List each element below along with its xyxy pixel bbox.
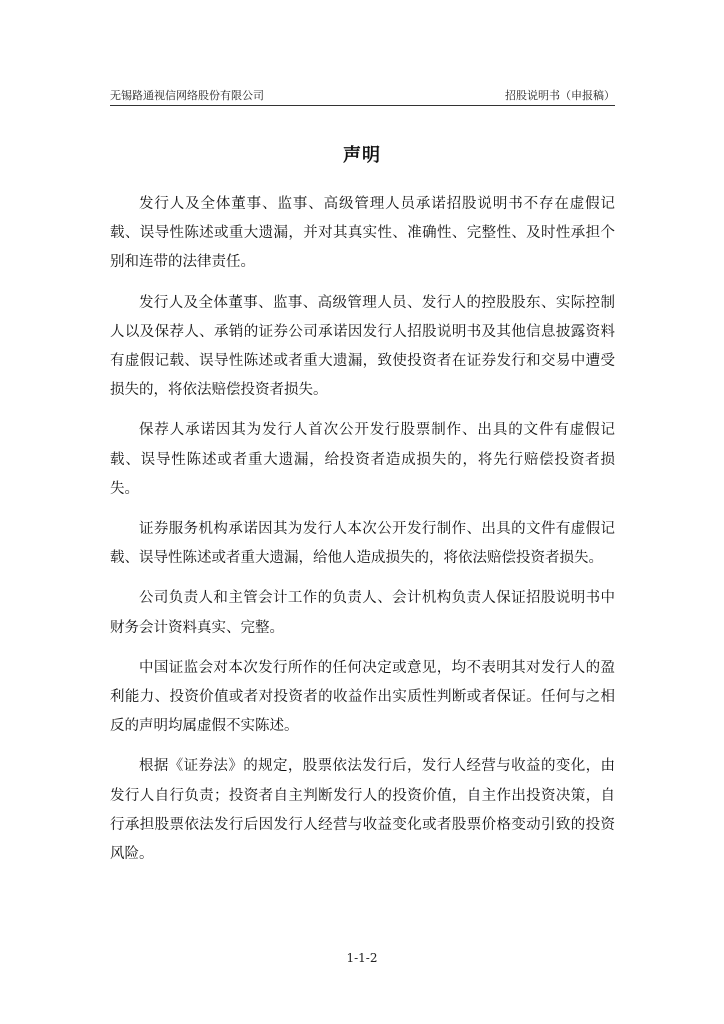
statement-paragraph-6: 中国证监会对本次发行所作的任何决定或意见，均不表明其对发行人的盈利能力、投资价值或者对投资者的收益作出实质性判断或者保证。任何与之相反的声明均属虚假不实陈述。 (110, 659, 615, 735)
statement-paragraph-2: 发行人及全体董事、监事、高级管理人员、发行人的控股股东、实际控制人以及保荐人、承销的证券公司承诺因发行人招股说明书及其他信息披露资料有虚假记载、误导性陈述或者重大遗漏，致使投资者在证券发行和交易中遭受损失的，将依法赔偿投资者损失。 (110, 294, 615, 399)
header-document-type: 招股说明书（申报稿） (505, 89, 615, 102)
page-number: 1-1-2 (346, 951, 378, 965)
header-company-name: 无锡路通视信网络股份有限公司 (110, 89, 264, 102)
statement-body (110, 190, 615, 880)
statement-paragraph-7: 根据《证券法》的规定，股票依法发行后，发行人经营与收益的变化，由发行人自行负责；投资者自主判断发行人的投资价值，自主作出投资决策，自行承担股票依法发行后因发行人经营与收益变化或者股票价格变动引致的投资风险。 (110, 758, 615, 863)
statement-paragraph-4: 证券服务机构承诺因其为发行人本次公开发行制作、出具的文件有虚假记载、误导性陈述或者重大遗漏，给他人造成损失的，将依法赔偿投资者损失。 (110, 521, 615, 567)
statement-paragraph-5: 公司负责人和主管会计工作的负责人、会计机构负责人保证招股说明书中财务会计资料真实、完整。 (110, 590, 615, 636)
statement-paragraph-3: 保荐人承诺因其为发行人首次公开发行股票制作、出具的文件有虚假记载、误导性陈述或者重大遗漏，给投资者造成损失的，将先行赔偿投资者损失。 (110, 422, 615, 497)
page-header (110, 88, 615, 104)
page-title: 声明 (343, 145, 381, 166)
statement-paragraph-1: 发行人及全体董事、监事、高级管理人员承诺招股说明书不存在虚假记载、误导性陈述或重大遗漏，并对其真实性、准确性、完整性、及时性承担个别和连带的法律责任。 (110, 196, 615, 271)
header-divider (110, 105, 615, 106)
